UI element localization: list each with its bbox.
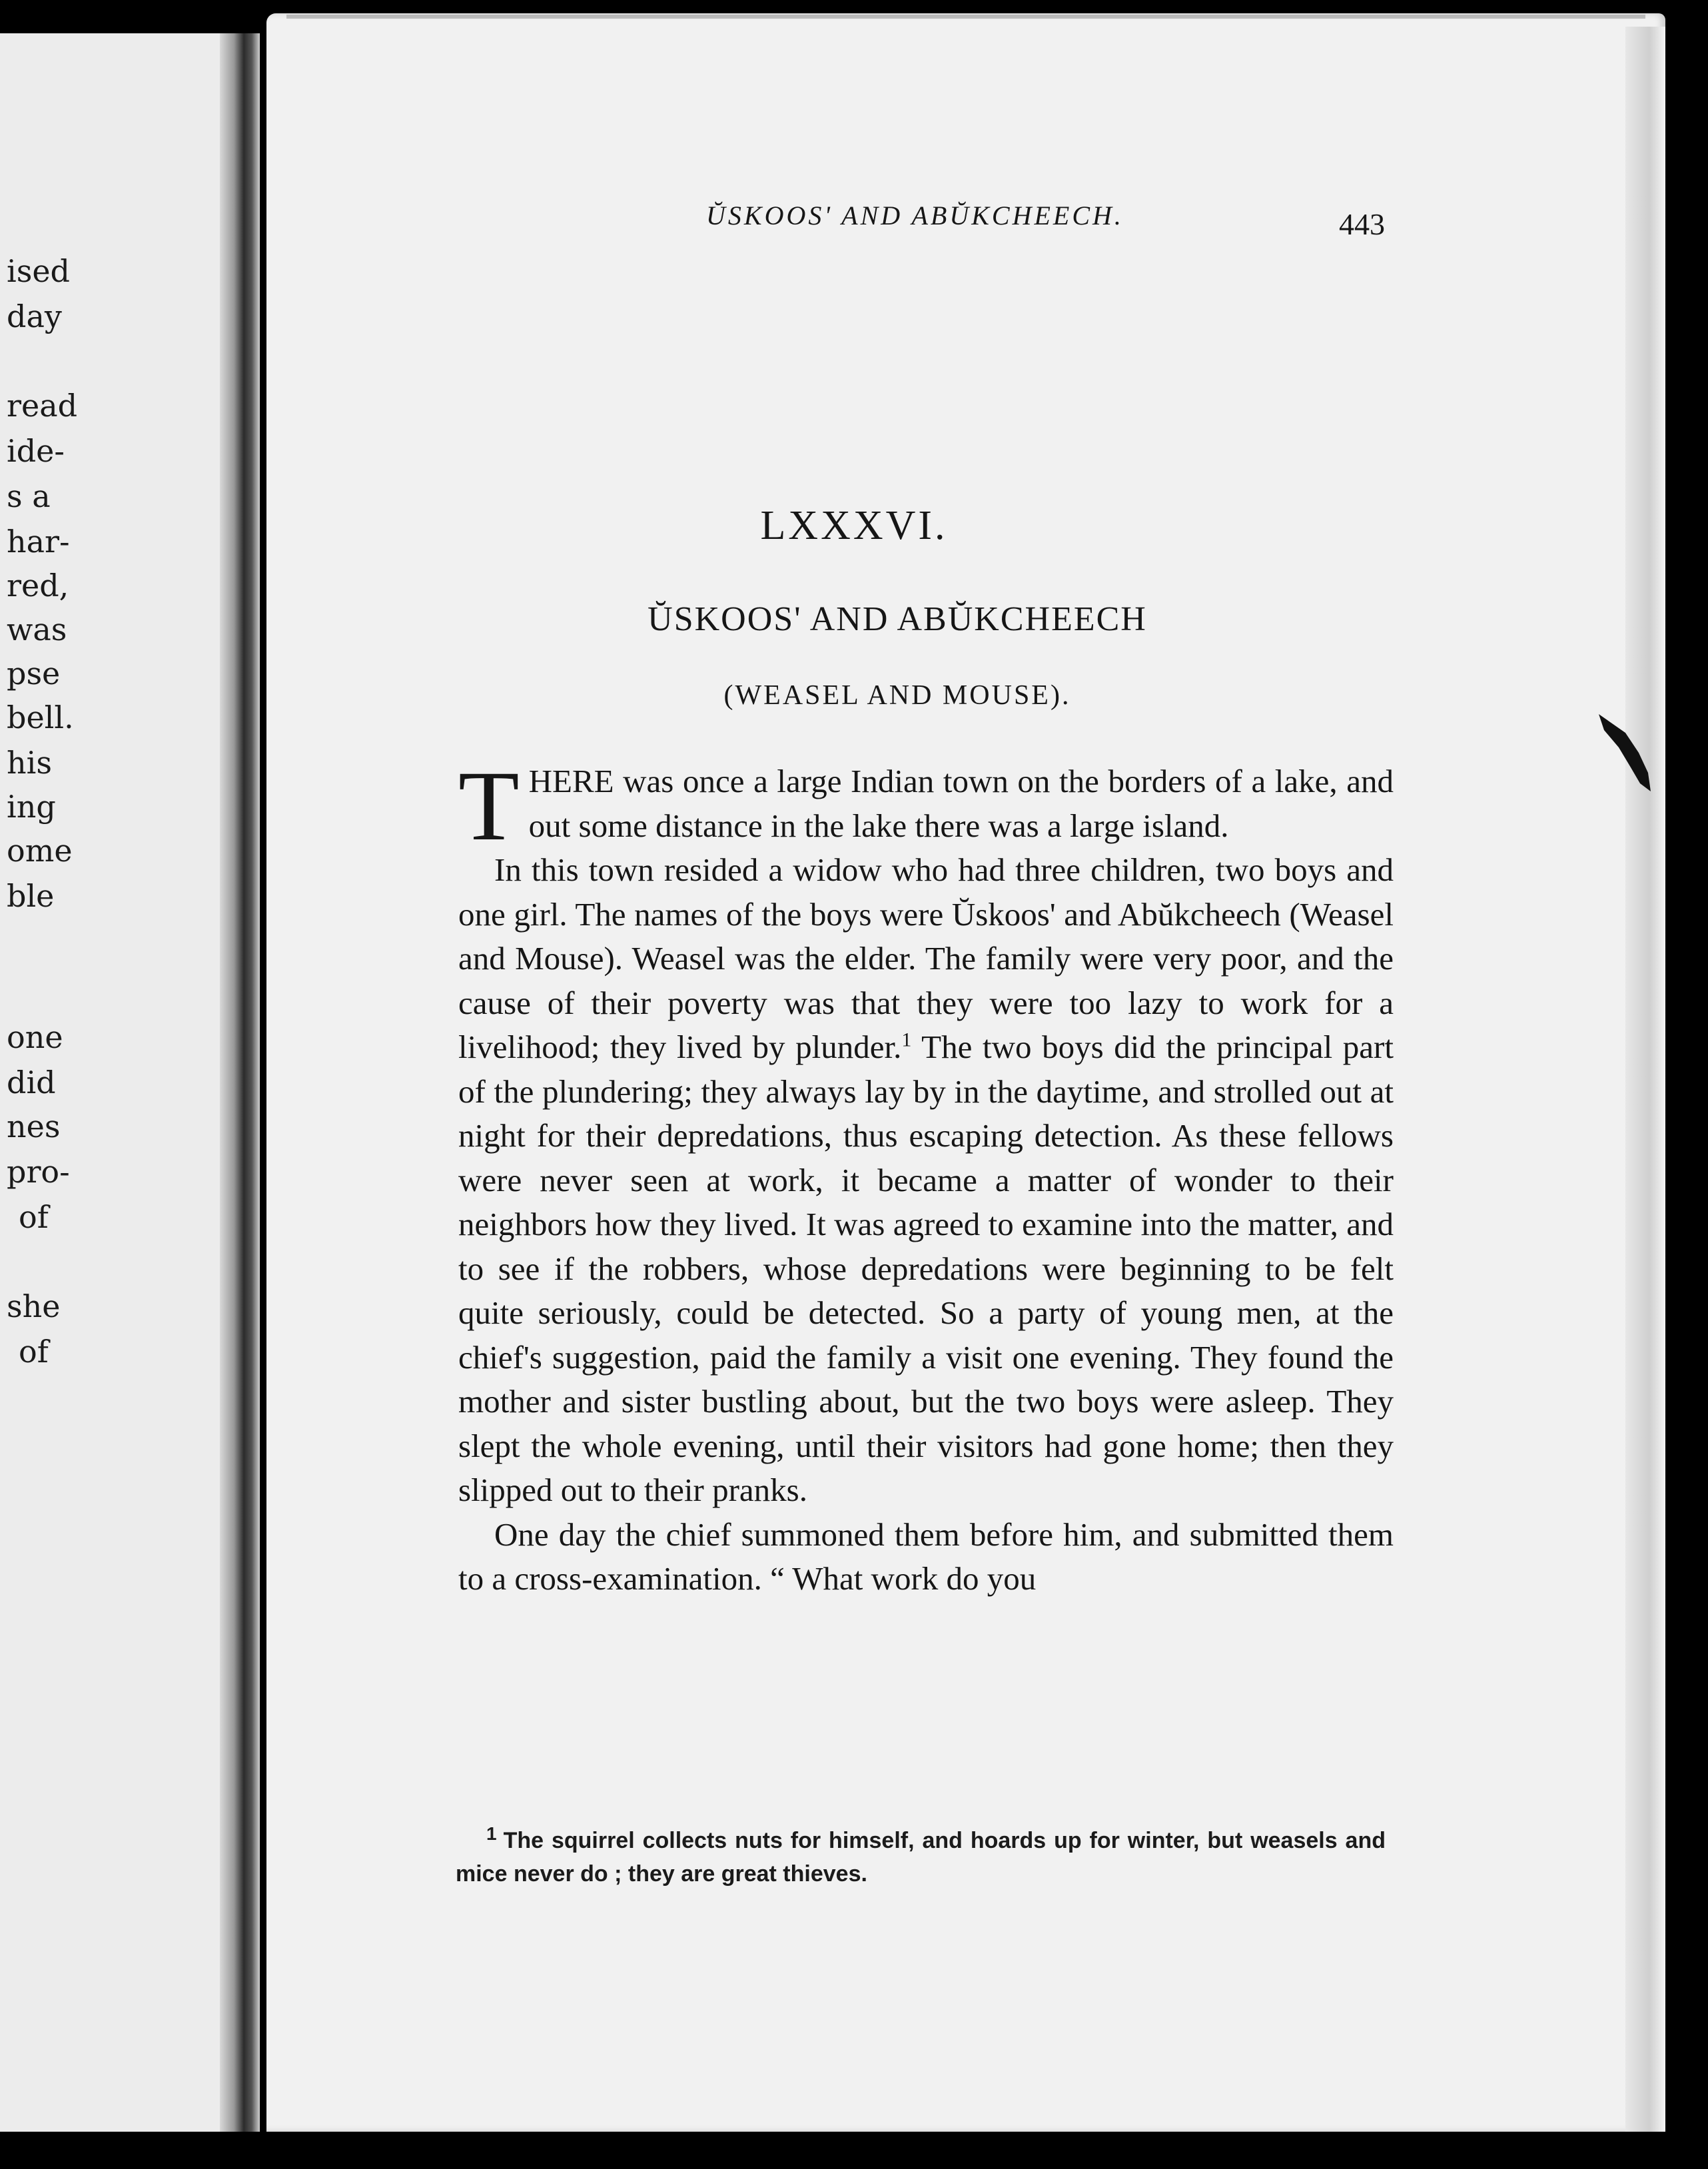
left-fragment: did xyxy=(7,1065,56,1100)
left-fragment: read xyxy=(7,388,78,424)
left-fragment: ised xyxy=(7,253,70,289)
paragraph xyxy=(458,1513,1394,1601)
footnote xyxy=(456,1824,1386,1891)
paragraph-text: HERE was once a large Indian town on the borders of a lake, and out some distance in the lake there was a large island. xyxy=(528,763,1394,844)
page-number: 443 xyxy=(1339,207,1385,241)
page-tab-mark xyxy=(1599,706,1659,793)
left-fragment: of xyxy=(19,1334,49,1370)
footnote-text: The squirrel collects nuts for himself, and hoards up for winter, but weasels and mice never do ; they are great thieves. xyxy=(456,1828,1386,1887)
left-fragment: ing xyxy=(7,789,56,825)
footnote-reference[interactable]: 1 xyxy=(901,1029,912,1051)
paragraph-text: In this town resided a widow who had three children, two boys and one girl. The names of the boys were Ŭskoos' and Abŭkcheech (Weasel and Mouse). Weasel was the elder. The family were very poor, and the cause of their poverty was that they were too lazy to work for a livelihood; they lived by plunder. xyxy=(458,851,1394,1065)
left-fragment: one xyxy=(7,1019,63,1055)
left-fragment: s a xyxy=(7,478,51,514)
left-fragment: bell. xyxy=(7,699,74,735)
running-head: ŬSKOOS' AND ABŬKCHEECH. xyxy=(706,201,1124,230)
paragraph xyxy=(458,848,1394,1513)
left-fragment: ble xyxy=(7,878,55,914)
left-fragment: har- xyxy=(7,524,70,560)
left-fragment: pro- xyxy=(7,1154,70,1190)
left-fragment: red, xyxy=(7,568,69,604)
chapter-subtitle: (WEASEL AND MOUSE). xyxy=(723,680,1071,711)
left-fragment: day xyxy=(7,298,62,334)
left-fragment: nes xyxy=(7,1108,61,1144)
page-top-edge xyxy=(286,15,1645,19)
left-fragment: she xyxy=(7,1288,61,1324)
left-fragment: was xyxy=(7,612,67,648)
chapter-title: ŬSKOOS' AND ABŬKCHEECH xyxy=(647,600,1147,638)
left-fragment: ide- xyxy=(7,433,65,469)
left-fragment: his xyxy=(7,745,52,781)
left-fragment: ome xyxy=(7,833,73,869)
paragraph xyxy=(458,751,1394,861)
left-fragment: pse xyxy=(7,655,61,691)
left-fragment: of xyxy=(19,1199,49,1235)
chapter-number: LXXXVI. xyxy=(760,503,948,548)
bottom-shadow xyxy=(253,2132,1679,2169)
page-edge xyxy=(1625,27,1665,2145)
footnote-marker: 1 xyxy=(486,1823,497,1844)
book-spine xyxy=(220,33,260,2132)
drop-cap: T xyxy=(458,751,520,861)
paragraph-text: The two boys did the principal part of the plundering; they always lay by in the daytime, and strolled out at night for their depredations, thus escaping detection. As these fellows were never seen at work, it became a matter of wonder to their neighbors how they lived. It was agreed to examine into the matter, and to see if the robbers, whose depredations were beginning to be felt quite seriously, could be detected. So a party of young men, at the chief's suggestion, paid the family a visit one evening. They found the mother and sister bustling about, but the two boys were asleep. They slept the whole evening, until their visitors had gone home; then they slipped out to their pranks. xyxy=(458,1029,1394,1508)
paragraph-text: One day the chief summoned them before him, and submitted them to a cross-examination. “ What work do you xyxy=(458,1516,1394,1597)
body-text xyxy=(458,751,1394,1601)
